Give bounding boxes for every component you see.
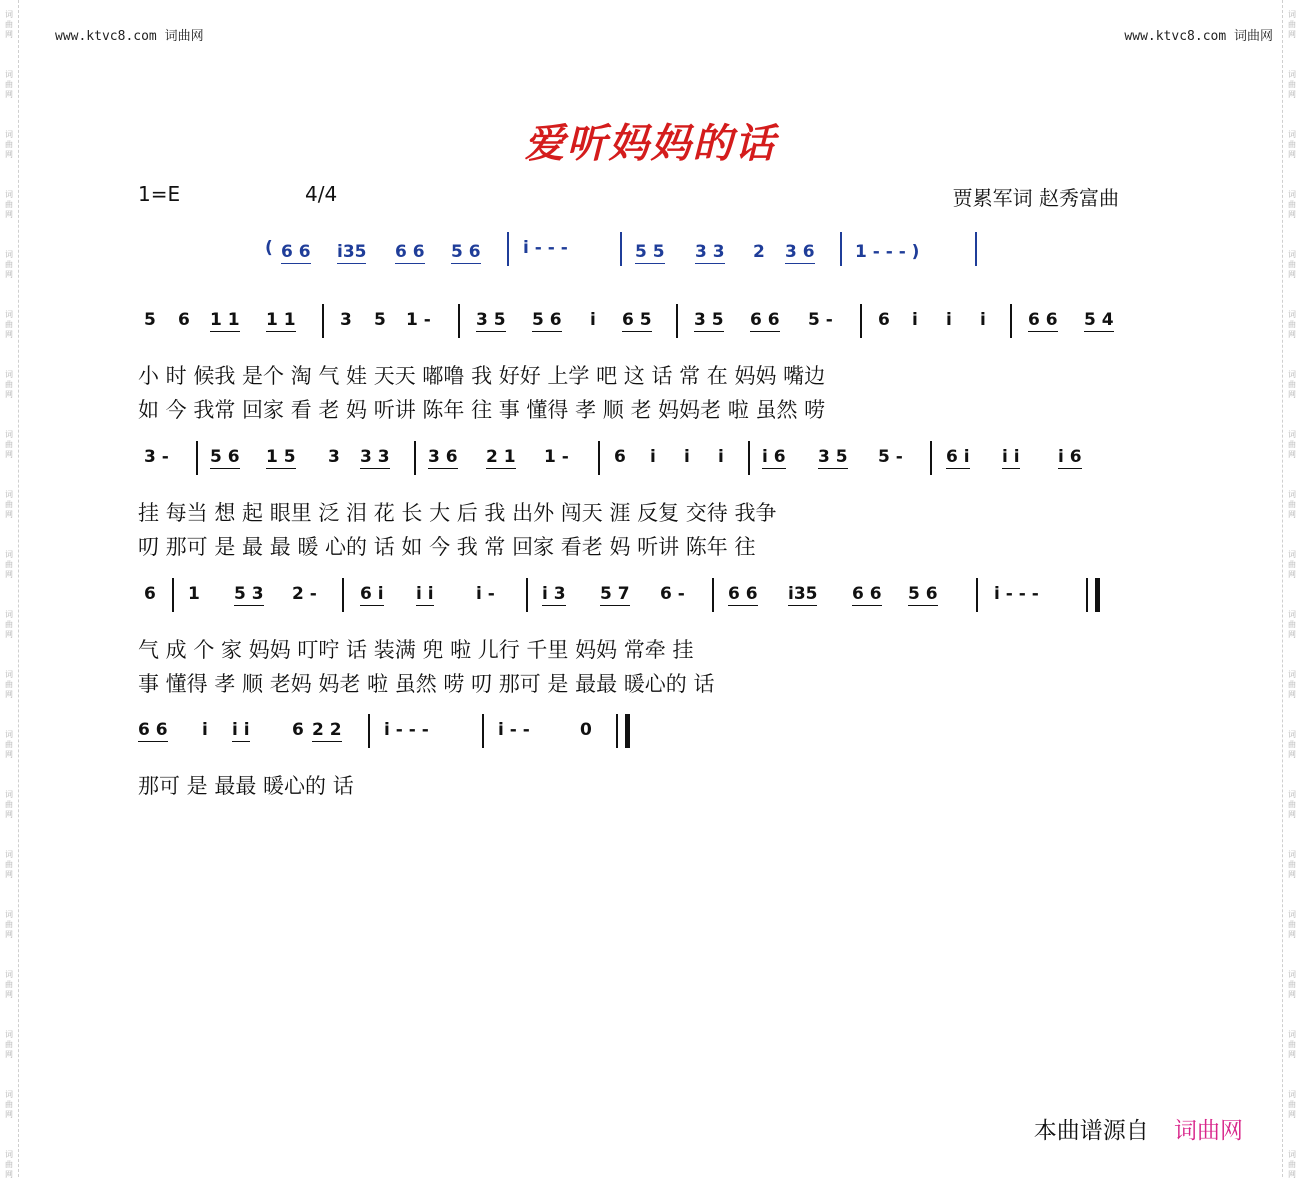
intro-note: i - - - <box>523 238 568 258</box>
edge-watermark-mark: 词 曲 网 <box>5 970 13 999</box>
header-url-right: www.ktvc8.com 词曲网 <box>1124 29 1273 44</box>
edge-watermark-mark: 词 曲 网 <box>1288 910 1296 939</box>
barline <box>598 441 600 475</box>
lyrics-line-2: 事 懂得 孝 顺 老妈 妈老 啦 虽然 唠 叨 那可 是 最最 暖心的 话 <box>138 672 715 696</box>
edge-watermark-mark: 词 曲 网 <box>1288 1150 1296 1179</box>
lyrics-line-1: 气 成 个 家 妈妈 叮咛 话 装满 兜 啦 儿行 千里 妈妈 常牵 挂 <box>138 638 694 662</box>
lyrics-line-2: 如 今 我常 回家 看 老 妈 听讲 陈年 往 事 懂得 孝 顺 老 妈妈老 啦 虽然 唠 <box>138 398 826 422</box>
barline <box>975 232 977 266</box>
note: i <box>718 447 724 467</box>
edge-watermark-mark: 词 曲 网 <box>1288 10 1296 39</box>
note: 2 1 <box>486 447 516 467</box>
edge-watermark-mark: 词 曲 网 <box>5 1150 13 1179</box>
note: 5 7 <box>600 584 630 604</box>
note: 6 - <box>660 584 685 604</box>
note: i i <box>232 720 250 740</box>
intro-note: 2 <box>753 242 765 262</box>
barline <box>860 304 862 338</box>
edge-watermark-mark: 词 曲 网 <box>1288 550 1296 579</box>
note: 3 6 <box>428 447 458 467</box>
edge-watermark-mark: 词 曲 网 <box>5 910 13 939</box>
edge-watermark-mark: 词 曲 网 <box>1288 490 1296 519</box>
note: 3 - <box>144 447 169 467</box>
note: 6 <box>292 720 304 740</box>
barline <box>930 441 932 475</box>
note: i35 <box>788 584 818 604</box>
note: 1 5 <box>266 447 296 467</box>
note: 3 5 <box>818 447 848 467</box>
intro-note: 6 6 <box>281 242 311 262</box>
edge-watermark-mark: 词 曲 网 <box>1288 850 1296 879</box>
note: 5 <box>144 310 156 330</box>
credits: 贾累军词 赵秀富曲 <box>952 186 1119 210</box>
barline <box>172 578 174 612</box>
left-page-edge <box>0 0 19 1177</box>
note: 5 - <box>878 447 903 467</box>
source-label: 本曲谱源自 <box>1033 1118 1149 1144</box>
intro-note: i35 <box>337 242 367 262</box>
edge-watermark-mark: 词 曲 网 <box>1288 250 1296 279</box>
right-page-edge <box>1282 0 1301 1177</box>
edge-watermark-mark: 词 曲 网 <box>1288 1030 1296 1059</box>
lyrics-line-1: 那可 是 最最 暖心的 话 <box>138 774 354 798</box>
note: 3 <box>340 310 352 330</box>
note: 6 6 <box>728 584 758 604</box>
barline <box>368 714 370 748</box>
note: i - <box>476 584 495 604</box>
intro-note: 1 - - - ) <box>855 242 920 262</box>
footer-source <box>1034 1112 1243 1145</box>
notes-row-3 <box>138 584 1138 618</box>
note: 6 i <box>946 447 970 467</box>
note: 5 6 <box>908 584 938 604</box>
edge-watermark-mark: 词 曲 网 <box>5 1090 13 1119</box>
note: 6 6 <box>1028 310 1058 330</box>
edge-watermark-mark: 词 曲 网 <box>5 490 13 519</box>
intro-note: 3 3 <box>695 242 725 262</box>
edge-watermark-mark: 词 曲 网 <box>5 550 13 579</box>
note: 1 1 <box>266 310 296 330</box>
note: i <box>946 310 952 330</box>
note: 6 i <box>360 584 384 604</box>
edge-watermark-mark: 词 曲 网 <box>1288 70 1296 99</box>
note: i - - - <box>384 720 429 740</box>
note: 6 6 <box>138 720 168 740</box>
intro-note: 5 6 <box>451 242 481 262</box>
barline <box>322 304 324 338</box>
barline <box>976 578 978 612</box>
edge-watermark-mark: 词 曲 网 <box>1288 190 1296 219</box>
notes-row-2 <box>138 447 1138 481</box>
edge-watermark-mark: 词 曲 网 <box>1288 310 1296 339</box>
barline <box>414 441 416 475</box>
edge-watermark-mark: 词 曲 网 <box>5 850 13 879</box>
note: 5 - <box>808 310 833 330</box>
note: 1 - <box>406 310 431 330</box>
edge-watermark-mark: 词 曲 网 <box>5 670 13 699</box>
note: i 6 <box>1058 447 1082 467</box>
barline <box>507 232 509 266</box>
edge-watermark-mark: 词 曲 网 <box>1288 670 1296 699</box>
note: 3 5 <box>694 310 724 330</box>
barline <box>1010 304 1012 338</box>
note: i <box>650 447 656 467</box>
note: i - - - <box>994 584 1039 604</box>
note: i i <box>416 584 434 604</box>
notes-row-1 <box>138 310 1138 344</box>
edge-watermark-mark: 词 曲 网 <box>5 70 13 99</box>
edge-watermark-mark: 词 曲 网 <box>5 250 13 279</box>
note: 6 6 <box>750 310 780 330</box>
note: 1 1 <box>210 310 240 330</box>
edge-watermark-mark: 词 曲 网 <box>5 1030 13 1059</box>
edge-watermark-mark: 词 曲 网 <box>5 610 13 639</box>
edge-watermark-mark: 词 曲 网 <box>5 790 13 819</box>
key-signature: 1=E <box>138 182 181 206</box>
note: i 3 <box>542 584 566 604</box>
note: 2 - <box>292 584 317 604</box>
edge-watermark-mark: 词 曲 网 <box>5 10 13 39</box>
note: 6 <box>144 584 156 604</box>
intro-note: 3 6 <box>785 242 815 262</box>
edge-watermark-mark: 词 曲 网 <box>5 310 13 339</box>
source-site-link[interactable]: 词曲网 <box>1174 1118 1243 1144</box>
edge-watermark-mark: 词 曲 网 <box>1288 430 1296 459</box>
edge-watermark-mark: 词 曲 网 <box>1288 970 1296 999</box>
intro-open-paren: ( <box>265 238 273 258</box>
barline <box>526 578 528 612</box>
note: i <box>980 310 986 330</box>
note: 3 3 <box>360 447 390 467</box>
note: 2 2 <box>312 720 342 740</box>
edge-watermark-mark: 词 曲 网 <box>1288 130 1296 159</box>
edge-watermark-mark: 词 曲 网 <box>1288 1090 1296 1119</box>
note: 5 6 <box>532 310 562 330</box>
final-barline <box>616 714 630 748</box>
barline <box>748 441 750 475</box>
barline <box>840 232 842 266</box>
barline <box>620 232 622 266</box>
note: i <box>202 720 208 740</box>
edge-watermark-mark: 词 曲 网 <box>1288 730 1296 759</box>
lyrics-line-1: 小 时 候我 是个 淘 气 娃 天天 嘟噜 我 好好 上学 吧 这 话 常 在 妈妈 嘴边 <box>138 364 826 388</box>
edge-watermark-mark: 词 曲 网 <box>1288 370 1296 399</box>
note: 0 <box>580 720 592 740</box>
edge-watermark-mark: 词 曲 网 <box>5 130 13 159</box>
barline <box>342 578 344 612</box>
intro-line <box>265 238 985 272</box>
time-signature: 4/4 <box>305 182 338 206</box>
notes-row-4 <box>138 720 1138 754</box>
intro-note: 5 5 <box>635 242 665 262</box>
barline <box>196 441 198 475</box>
note: 3 5 <box>476 310 506 330</box>
edge-watermark-mark: 词 曲 网 <box>5 430 13 459</box>
barline <box>458 304 460 338</box>
note: i i <box>1002 447 1020 467</box>
barline <box>676 304 678 338</box>
song-title: 爱听妈妈的话 <box>524 120 777 167</box>
edge-watermark-mark: 词 曲 网 <box>1288 610 1296 639</box>
edge-watermark-mark: 词 曲 网 <box>5 190 13 219</box>
note: 5 6 <box>210 447 240 467</box>
note: 5 3 <box>234 584 264 604</box>
lyrics-line-1: 挂 每当 想 起 眼里 泛 泪 花 长 大 后 我 出外 闯天 涯 反复 交待 我争 <box>138 501 777 525</box>
note: i 6 <box>762 447 786 467</box>
header-url-left: www.ktvc8.com 词曲网 <box>55 29 204 44</box>
note: 5 <box>374 310 386 330</box>
lyrics-line-2: 叨 那可 是 最 最 暖 心的 话 如 今 我 常 回家 看老 妈 听讲 陈年 往 <box>138 535 756 559</box>
note: 1 <box>188 584 200 604</box>
note: i - - <box>498 720 530 740</box>
barline <box>482 714 484 748</box>
note: i <box>590 310 596 330</box>
intro-note: 6 6 <box>395 242 425 262</box>
note: 6 <box>614 447 626 467</box>
repeat-end-barline <box>1086 578 1100 612</box>
note: 6 <box>178 310 190 330</box>
note: 6 5 <box>622 310 652 330</box>
note: i <box>684 447 690 467</box>
edge-watermark-mark: 词 曲 网 <box>1288 790 1296 819</box>
edge-watermark-mark: 词 曲 网 <box>5 730 13 759</box>
barline <box>712 578 714 612</box>
note: 6 6 <box>852 584 882 604</box>
edge-watermark-mark: 词 曲 网 <box>5 370 13 399</box>
note: 6 <box>878 310 890 330</box>
note: 1 - <box>544 447 569 467</box>
note: 5 4 <box>1084 310 1114 330</box>
note: i <box>912 310 918 330</box>
note: 3 <box>328 447 340 467</box>
